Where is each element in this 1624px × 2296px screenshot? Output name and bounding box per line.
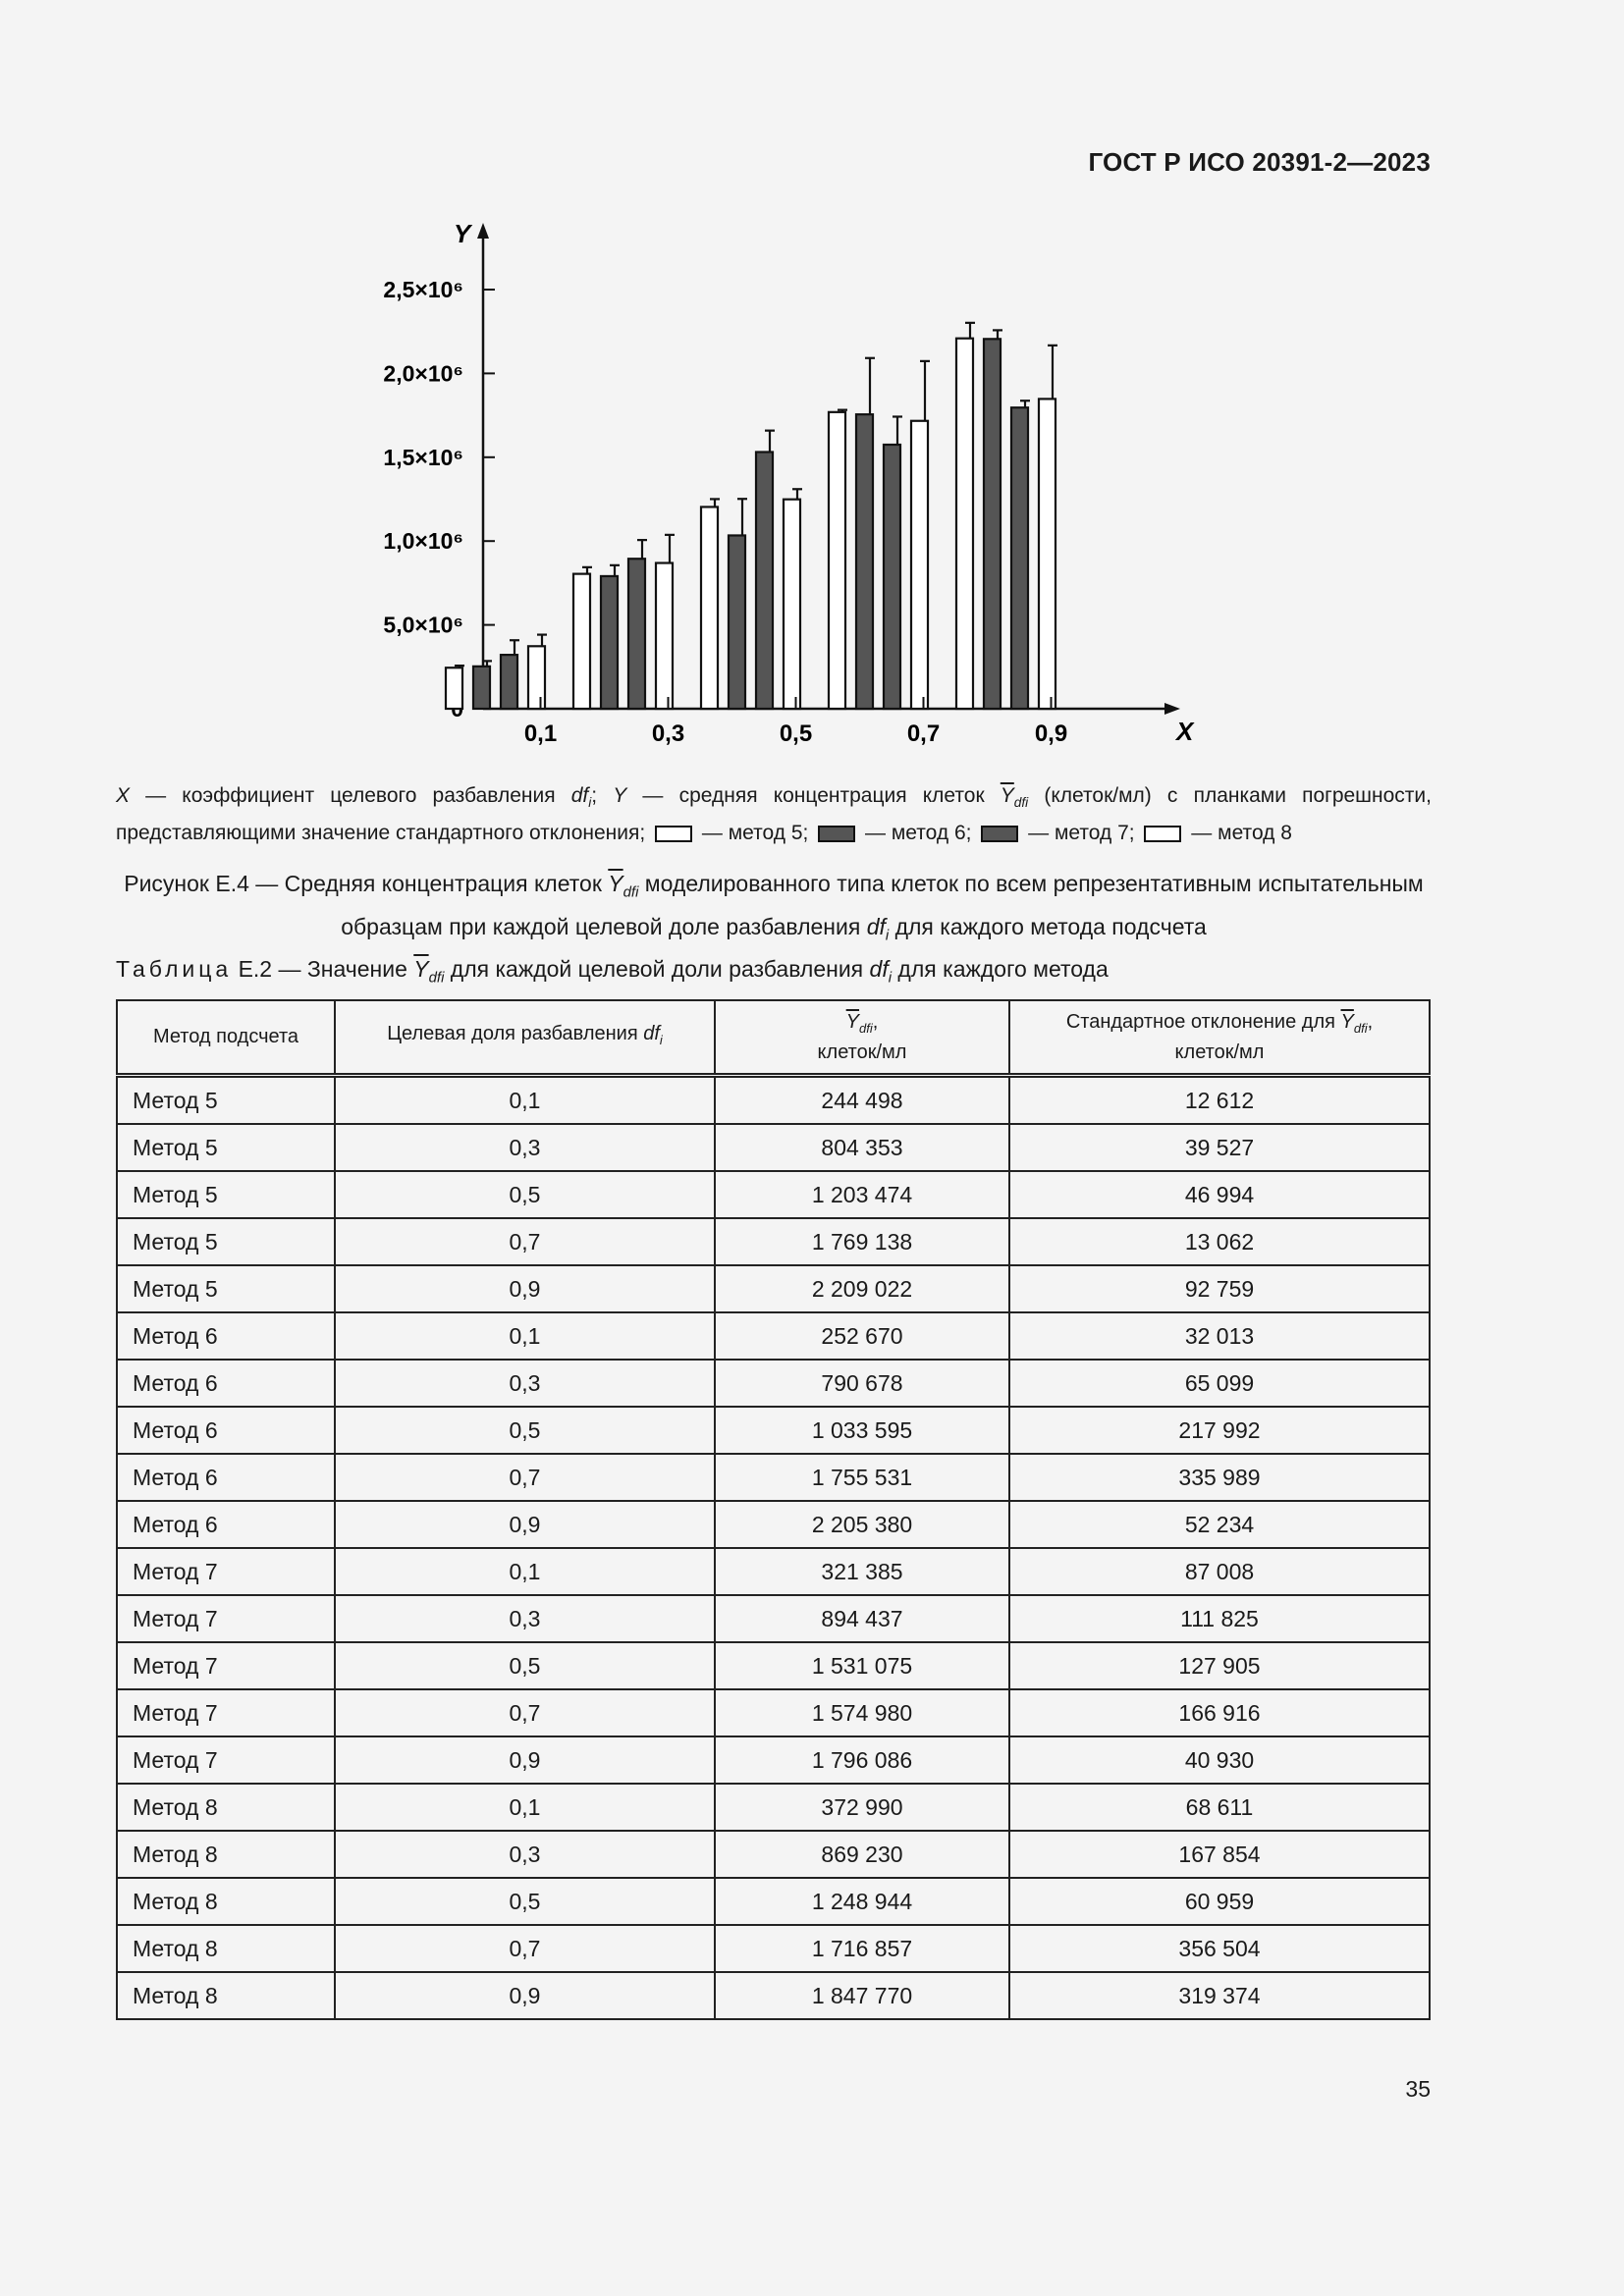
legend-ybar-subscript: dfi (1013, 795, 1029, 811)
bar (911, 421, 928, 709)
cell-stddev: 166 916 (1009, 1689, 1430, 1736)
cell-stddev: 13 062 (1009, 1218, 1430, 1265)
cell-dilution: 0,1 (335, 1076, 715, 1125)
cell-dilution: 0,3 (335, 1124, 715, 1171)
cell-dilution: 0,3 (335, 1595, 715, 1642)
cell-mean: 1 203 474 (715, 1171, 1009, 1218)
document-header: ГОСТ Р ИСО 20391-2—2023 (1088, 147, 1431, 177)
cell-mean: 321 385 (715, 1548, 1009, 1595)
cell-stddev: 217 992 (1009, 1407, 1430, 1454)
x-tick-label: 0,7 (906, 721, 941, 747)
cell-method: Метод 7 (117, 1548, 335, 1595)
cell-stddev: 52 234 (1009, 1501, 1430, 1548)
table-row (117, 1784, 1430, 1831)
x-tick-label: 0,1 (523, 721, 558, 747)
bar (1039, 399, 1056, 709)
bar (501, 655, 517, 709)
cell-mean: 1 769 138 (715, 1218, 1009, 1265)
table-row (117, 1501, 1430, 1548)
bar (756, 452, 773, 709)
bar (656, 563, 673, 709)
header-method: Метод подсчета (117, 1000, 335, 1076)
table-row (117, 1925, 1430, 1972)
cell-dilution: 0,9 (335, 1501, 715, 1548)
cell-mean: 1 033 595 (715, 1407, 1009, 1454)
bar (829, 412, 845, 709)
legend-x-text: — коэффициент целевого разбавления (130, 784, 571, 807)
cell-stddev: 356 504 (1009, 1925, 1430, 1972)
legend-swatch-method-8 (1144, 826, 1181, 842)
cell-method: Метод 5 (117, 1171, 335, 1218)
cell-method: Метод 6 (117, 1360, 335, 1407)
table-title-ybar: $\overline{Y}$ (413, 956, 429, 982)
legend-y-text-2: (клеток/мл) с планками погрешности, представляющими значение стандартного отклонения; (116, 784, 1432, 845)
y-axis-label: Y (454, 219, 471, 248)
bar (1011, 407, 1028, 709)
legend-df-symbol: df (570, 784, 589, 807)
cell-mean: 1 796 086 (715, 1736, 1009, 1784)
cell-method: Метод 6 (117, 1501, 335, 1548)
cell-mean: 244 498 (715, 1076, 1009, 1125)
cell-dilution: 0,9 (335, 1265, 715, 1312)
bar (601, 576, 618, 709)
cell-method: Метод 5 (117, 1076, 335, 1125)
cell-method: Метод 8 (117, 1784, 335, 1831)
bar (701, 507, 718, 709)
table-row (117, 1736, 1430, 1784)
cell-stddev: 40 930 (1009, 1736, 1430, 1784)
table-row (117, 1454, 1430, 1501)
cell-stddev: 87 008 (1009, 1548, 1430, 1595)
legend-method-5: — метод 5; (696, 822, 809, 845)
table-header-row (117, 1000, 1430, 1076)
cell-stddev: 68 611 (1009, 1784, 1430, 1831)
bar (729, 535, 745, 709)
cell-method: Метод 8 (117, 1878, 335, 1925)
cell-dilution: 0,9 (335, 1972, 715, 2019)
cell-mean: 1 531 075 (715, 1642, 1009, 1689)
bar (628, 559, 645, 709)
cell-stddev: 319 374 (1009, 1972, 1430, 2019)
cell-method: Метод 8 (117, 1831, 335, 1878)
cell-mean: 1 755 531 (715, 1454, 1009, 1501)
cell-stddev: 39 527 (1009, 1124, 1430, 1171)
bar-chart (383, 219, 1198, 756)
cell-dilution: 0,7 (335, 1218, 715, 1265)
cell-mean: 804 353 (715, 1124, 1009, 1171)
legend-x-symbol: X (116, 784, 131, 807)
bar (856, 414, 873, 709)
table-row (117, 1972, 1430, 2019)
table-title-df: df (869, 956, 889, 982)
caption-df: df (866, 913, 886, 939)
cell-dilution: 0,3 (335, 1831, 715, 1878)
cell-method: Метод 8 (117, 1925, 335, 1972)
cell-mean: 1 574 980 (715, 1689, 1009, 1736)
table-row (117, 1124, 1430, 1171)
x-axis-arrow (1164, 703, 1180, 715)
cell-stddev: 12 612 (1009, 1076, 1430, 1125)
cell-mean: 1 248 944 (715, 1878, 1009, 1925)
cell-method: Метод 5 (117, 1124, 335, 1171)
legend-swatch-method-5 (655, 826, 692, 842)
cell-stddev: 60 959 (1009, 1878, 1430, 1925)
bar (956, 339, 973, 709)
legend-ybar: $\overline{Y}$ (1000, 784, 1014, 807)
cell-mean: 2 205 380 (715, 1501, 1009, 1548)
cell-method: Метод 6 (117, 1312, 335, 1360)
cell-mean: 1 847 770 (715, 1972, 1009, 2019)
cell-dilution: 0,5 (335, 1642, 715, 1689)
cell-stddev: 92 759 (1009, 1265, 1430, 1312)
table-row (117, 1407, 1430, 1454)
table-row (117, 1171, 1430, 1218)
cell-stddev: 111 825 (1009, 1595, 1430, 1642)
cell-dilution: 0,5 (335, 1878, 715, 1925)
cell-mean: 2 209 022 (715, 1265, 1009, 1312)
cell-dilution: 0,1 (335, 1312, 715, 1360)
cell-mean: 869 230 (715, 1831, 1009, 1878)
cell-method: Метод 7 (117, 1689, 335, 1736)
legend-separator: ; (591, 784, 614, 807)
table-title-df-subscript: i (888, 969, 893, 987)
cell-method: Метод 5 (117, 1218, 335, 1265)
cell-mean: 790 678 (715, 1360, 1009, 1407)
y-tick-label: 2,0×10⁶ (383, 360, 463, 387)
table-row (117, 1218, 1430, 1265)
table-row (117, 1689, 1430, 1736)
caption-df-subscript: i (885, 927, 890, 944)
legend-method-6: — метод 6; (859, 822, 972, 845)
caption-part-2: моделированного типа клеток по всем репрезентативным испытательным образцам при каждой целевой доле разбавления (341, 871, 1424, 939)
caption-part-3: для каждого метода подсчета (889, 913, 1207, 939)
table-row (117, 1642, 1430, 1689)
table-title-part-2: для каждой целевой доли разбавления (444, 956, 870, 982)
caption-ybar: $\overline{Y}$ (608, 871, 623, 896)
legend-method-7: — метод 7; (1022, 822, 1135, 845)
figure-caption (116, 867, 1432, 952)
x-tick-label: 0,5 (779, 721, 813, 747)
bar (884, 445, 900, 709)
cell-dilution: 0,7 (335, 1925, 715, 1972)
table-row (117, 1548, 1430, 1595)
page-number: 35 (1405, 2076, 1431, 2102)
cell-mean: 372 990 (715, 1784, 1009, 1831)
cell-method: Метод 7 (117, 1642, 335, 1689)
table-row (117, 1265, 1430, 1312)
bar (473, 667, 490, 709)
cell-stddev: 65 099 (1009, 1360, 1430, 1407)
cell-dilution: 0,9 (335, 1736, 715, 1784)
bar (573, 574, 590, 709)
cell-method: Метод 8 (117, 1972, 335, 2019)
table-row (117, 1595, 1430, 1642)
table-row (117, 1360, 1430, 1407)
table-row (117, 1878, 1430, 1925)
y-tick-label: 1,0×10⁶ (383, 528, 463, 555)
cell-dilution: 0,5 (335, 1407, 715, 1454)
x-tick-label: 0,9 (1034, 721, 1068, 747)
cell-mean: 1 716 857 (715, 1925, 1009, 1972)
y-tick-label: 5,0×10⁶ (383, 612, 463, 638)
cell-method: Метод 7 (117, 1736, 335, 1784)
table-title-part-3: для каждого метода (892, 956, 1109, 982)
caption-ybar-subscript: dfi (623, 883, 639, 901)
bar (446, 667, 462, 709)
legend-y-symbol: Y (613, 784, 627, 807)
cell-stddev: 46 994 (1009, 1171, 1430, 1218)
cell-method: Метод 7 (117, 1595, 335, 1642)
header-stddev: Стандартное отклонение для $\overline{Y}_{dfi}$, клеток/мл (1009, 1000, 1430, 1076)
legend-method-8: — метод 8 (1185, 822, 1292, 845)
table-row (117, 1831, 1430, 1878)
y-axis-arrow (477, 223, 489, 239)
table-title (116, 956, 1109, 987)
legend-df-subscript: i (588, 795, 592, 811)
header-mean: $\overline{Y}_{dfi}$, клеток/мл (715, 1000, 1009, 1076)
x-tick-label: 0,3 (651, 721, 685, 747)
data-table (116, 999, 1431, 2020)
table-row (117, 1312, 1430, 1360)
table-title-word: Таблица (116, 956, 233, 982)
cell-mean: 894 437 (715, 1595, 1009, 1642)
table-title-ybar-subscript: dfi (428, 969, 445, 987)
legend-y-text: — средняя концентрация клеток (626, 784, 1001, 807)
legend-swatch-method-6 (818, 826, 855, 842)
table-row (117, 1076, 1430, 1125)
cell-dilution: 0,1 (335, 1784, 715, 1831)
cell-stddev: 32 013 (1009, 1312, 1430, 1360)
y-tick-label: 2,5×10⁶ (383, 277, 463, 302)
header-dilution: Целевая доля разбавления $df_i$ (335, 1000, 715, 1076)
bar (784, 500, 800, 709)
cell-dilution: 0,3 (335, 1360, 715, 1407)
cell-dilution: 0,7 (335, 1454, 715, 1501)
x-axis-label: X (1176, 717, 1194, 746)
cell-dilution: 0,7 (335, 1689, 715, 1736)
cell-stddev: 335 989 (1009, 1454, 1430, 1501)
legend-swatch-method-7 (981, 826, 1018, 842)
cell-dilution: 0,1 (335, 1548, 715, 1595)
y-tick-label: 1,5×10⁶ (383, 444, 463, 470)
cell-method: Метод 6 (117, 1454, 335, 1501)
cell-method: Метод 6 (117, 1407, 335, 1454)
bar (528, 646, 545, 709)
cell-method: Метод 5 (117, 1265, 335, 1312)
table-title-part-1: Е.2 — Значение (232, 956, 414, 982)
cell-mean: 252 670 (715, 1312, 1009, 1360)
cell-stddev: 167 854 (1009, 1831, 1430, 1878)
bar (984, 339, 1001, 709)
cell-stddev: 127 905 (1009, 1642, 1430, 1689)
cell-dilution: 0,5 (335, 1171, 715, 1218)
figure-legend (116, 780, 1432, 848)
caption-part-1: Рисунок Е.4 — Средняя концентрация клеток (124, 871, 609, 896)
